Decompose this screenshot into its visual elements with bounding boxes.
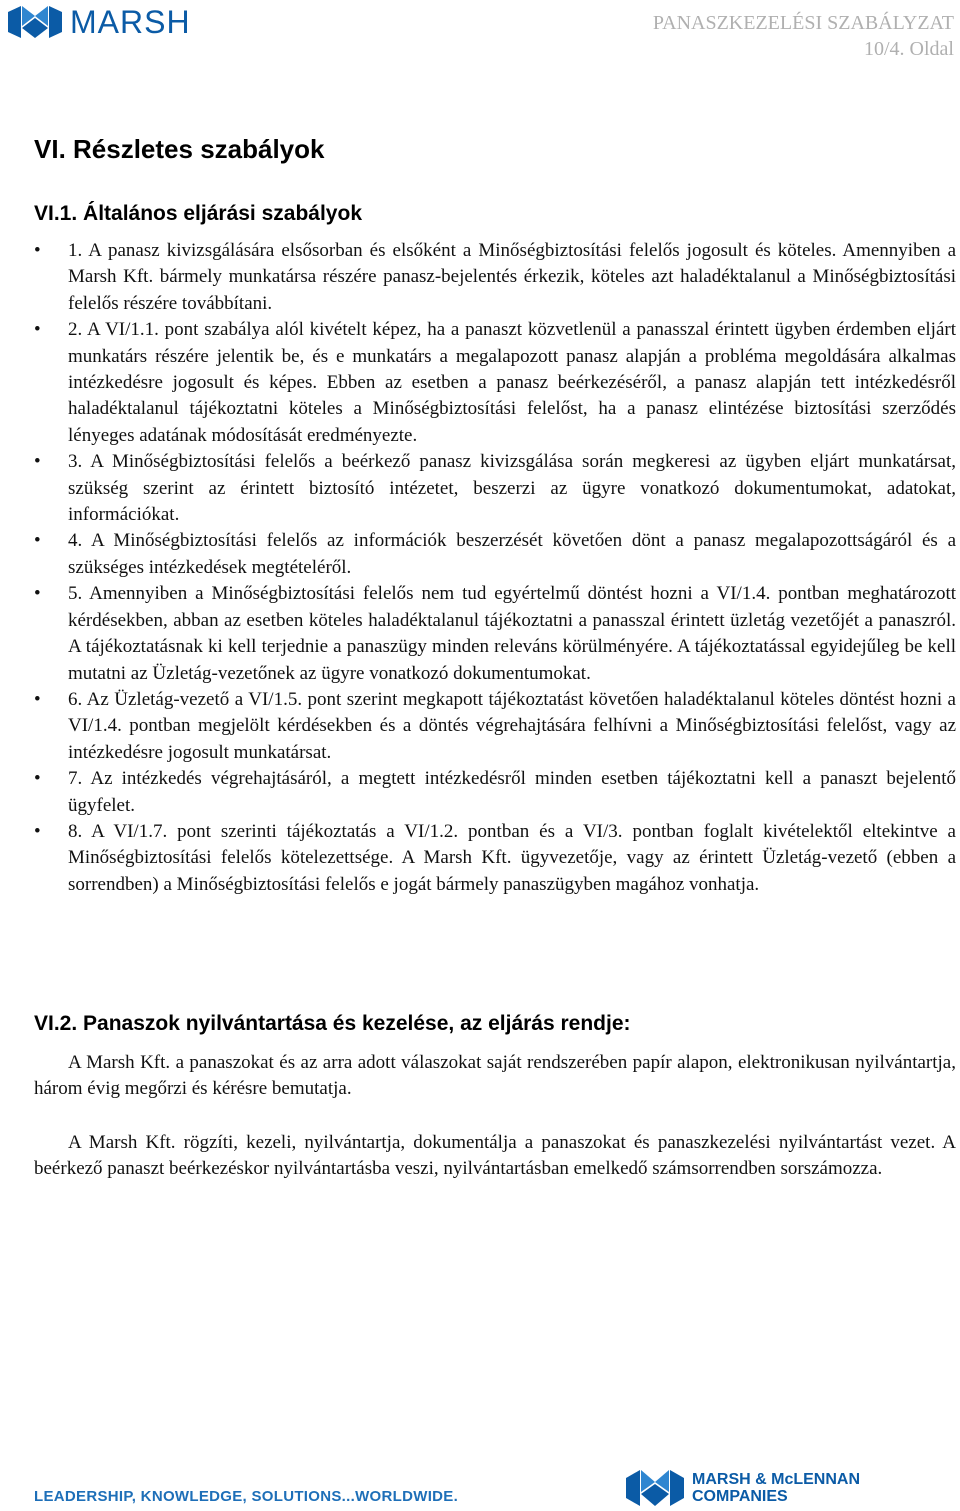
rules-list — [34, 238, 956, 898]
list-item: • 6. Az Üzletág-vezető a VI/1.5. pont szerint megkapott tájékoztatást követően haladéktalanul köteles döntést hozni a VI/1.4. pontban megjelölt kérdésekben és a döntés végrehajtására felhívni a Minőségbiztosítási felelőst, vagy az intézkedésre jogosult munkatársat. — [34, 687, 956, 766]
document-title: PANASZKEZELÉSI SZABÁLYZAT — [652, 12, 954, 34]
list-item: • 5. Amennyiben a Minőségbiztosítási felelős nem tud egyértelmű döntést hozni a VI/1.4. pontban meghatározott kérdésekben, abban az esetben köteles haladéktalanul tájékoztatni a panasszal érintett üzletág vezetőjét a panaszról. A tájékoztatásnak ki kell terjednie a panaszügy minden releváns körülményére. A tájékoztatással egyidejűleg be kell mutatni az Üzletág-vezetőnek az ügyre vonatkozó dokumentumokat. — [34, 581, 956, 687]
document-header — [653, 10, 954, 62]
marsh-logo — [8, 6, 191, 38]
footer-slogan: LEADERSHIP, KNOWLEDGE, SOLUTIONS...WORLDWIDE. — [34, 1488, 459, 1505]
mmc-logo-mark-icon — [626, 1470, 684, 1506]
paragraph: A Marsh Kft. a panaszokat és az arra adott válaszokat saját rendszerében papír alapon, elektronikusan nyilvántartja, három évig megőrzi és kérésre bemutatja. — [34, 1052, 956, 1100]
registry-paragraph-1-container — [34, 1050, 956, 1103]
brand-name: MARSH — [70, 4, 191, 40]
page-number: 10/4. Oldal — [864, 38, 954, 60]
list-item: • 8. A VI/1.7. pont szerinti tájékoztatás a VI/1.2. pontban és a VI/3. pontban foglalt kivételektől eltekintve a Minőségbiztosítási felelős kötelezettsége. A Marsh Kft. ügyvezetője, vagy az érintett Üzletág-vezető (ebben a sorrendben) a Minőségbiztosítási felelős e jogát bármely panaszügyben magához vonhatja. — [34, 819, 956, 898]
list-item: • 1. A panasz kivizsgálására elsősorban és elsőként a Minőségbiztosítási felelős jogosult és köteles. Amennyiben a Marsh Kft. bármely munkatársa részére panasz-bejelentés érkezik, köteles azt haladéktalanul a Minőségbiztosítási felelős részére továbbítani. — [34, 238, 956, 317]
mmc-logo — [626, 1470, 860, 1506]
subsection-title-general: VI.1. Általános eljárási szabályok — [34, 202, 362, 225]
company-name-line1: MARSH & McLENNAN — [692, 1471, 860, 1488]
section-title: VI. Részletes szabályok — [34, 134, 325, 164]
list-item: • 7. Az intézkedés végrehajtásáról, a megtett intézkedésről minden esetben tájékoztatni kell a panaszt bejelentő ügyfelet. — [34, 766, 956, 819]
list-item: • 3. A Minőségbiztosítási felelős a beérkező panasz kivizsgálása során megkeresi az ügyben eljárt munkatársat, szükség szerint az érintett biztosító intézetet, beszerzi az ügyre vonatkozó dokumentumokat, adatokat, információkat. — [34, 449, 956, 528]
list-item: • 4. A Minőségbiztosítási felelős az információk beszerzését követően dönt a panasz megalapozottságáról és a szükséges intézkedések megtételéről. — [34, 528, 956, 581]
list-item: • 2. A VI/1.1. pont szabálya alól kivételt képez, ha a panaszt közvetlenül a panasszal érintett ügyben érdemben eljárt munkatárs részére jelentik be, és e munkatárs a megalapozott panasz alapján a probléma megoldására alkalmas intézkedésre jogosult és képes. Ebben az esetben a panasz beérkezéséről, a panasz alapján tett intézkedésről haladéktalanul tájékoztatni köteles a Minőségbiztosítási felelőst, ha a panasz elintézése biztosítási szerződés lényeges adatának módosítását eredményezte. — [34, 317, 956, 449]
company-name-line2: COMPANIES — [692, 1488, 788, 1505]
subsection-title-registry: VI.2. Panaszok nyilvántartása és kezelése, az eljárás rendje: — [34, 1012, 631, 1035]
registry-paragraph-2-container — [34, 1130, 956, 1183]
paragraph: A Marsh Kft. rögzíti, kezeli, nyilvántartja, dokumentálja a panaszokat és panaszkezelési nyilvántartást vezet. A beérkező panaszt beérkezéskor nyilvántartásba veszi, nyilvántartásban emelkedő számsorrendben sorszámozza. — [34, 1132, 956, 1180]
company-name — [692, 1471, 860, 1505]
rules-list-container — [34, 238, 956, 898]
marsh-logo-mark-icon — [8, 6, 62, 38]
